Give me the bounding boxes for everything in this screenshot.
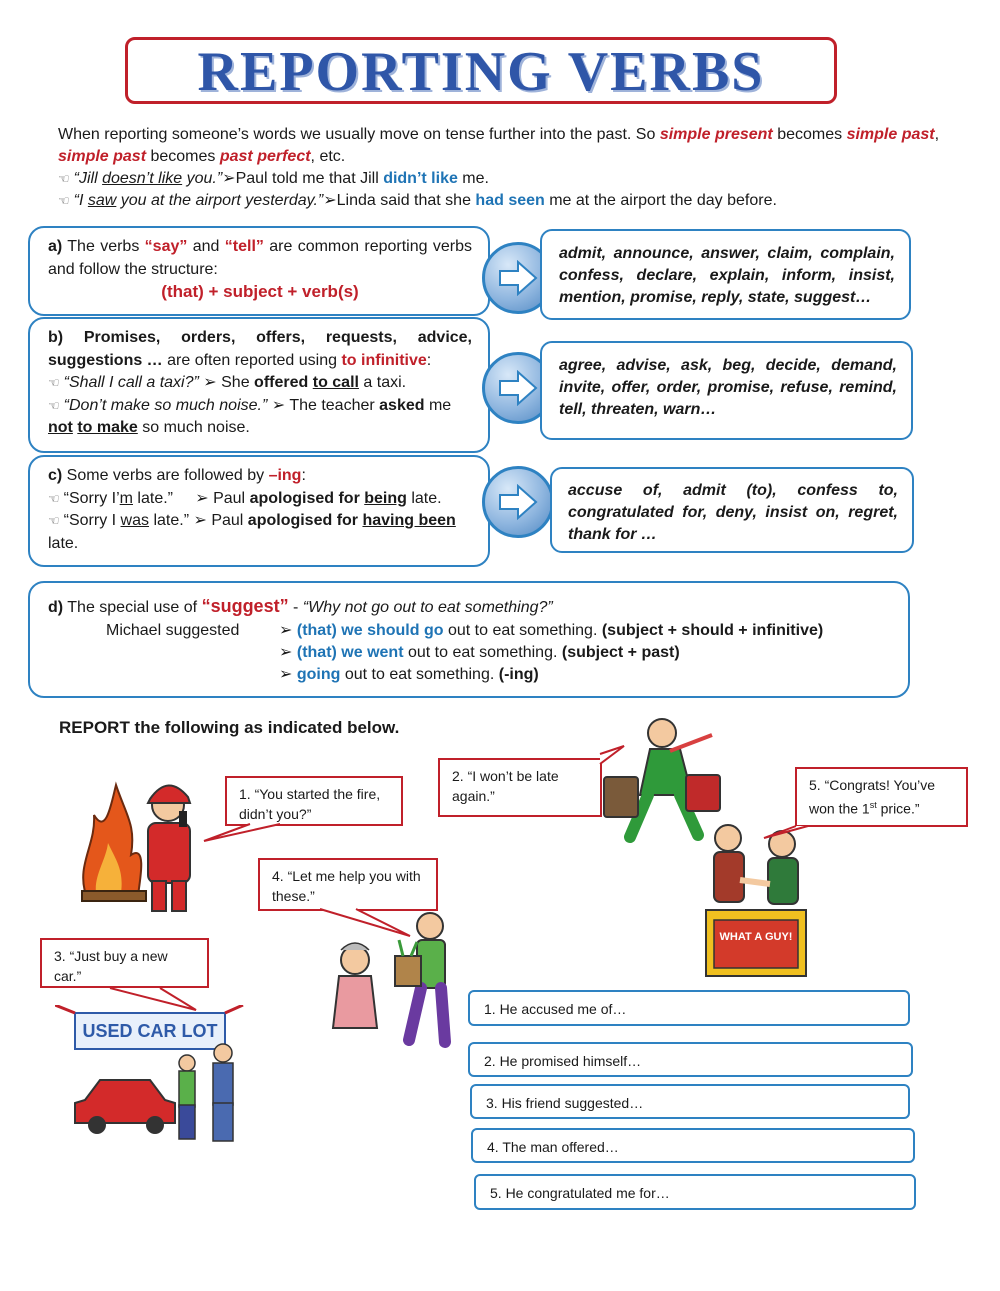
speech-bubble-2: 2. “I won’t be late again.” bbox=[438, 758, 602, 817]
congratulation-illustration bbox=[700, 820, 810, 980]
section-d-option-2: ➢ (that) we went out to eat something. (subject + past) bbox=[279, 643, 680, 661]
bubble-1-tail bbox=[200, 815, 290, 845]
section-c-intro: c) Some verbs are followed by –ing: bbox=[48, 467, 306, 484]
intro-paragraph: When reporting someone’s words we usually move on tense further into the past. So simple present becomes simple past, simple past becomes past perfect, etc. bbox=[58, 126, 940, 165]
arrow-bullet-icon: ➢ bbox=[195, 489, 209, 507]
section-b-intro: b) Promises, orders, offers, requests, advice, suggestions … are often reported using to infinitive: bbox=[48, 329, 472, 369]
speech-bubble-1: 1. “You started the fire, didn’t you?” bbox=[225, 776, 403, 826]
hand-pointing-icon: ☜ bbox=[48, 513, 60, 528]
arrow-bullet-icon: ➢ bbox=[279, 643, 297, 661]
arrow-bullet-icon: ➢ bbox=[279, 665, 297, 683]
section-d-box bbox=[28, 581, 910, 698]
section-a-verbs-box: admit, announce, answer, claim, complain, confess, declare, explain, inform, insist, mention, promise, reply, state, suggest… bbox=[540, 229, 911, 320]
section-c-example-2: ☜ “Sorry I was late.” ➢ Paul apologised for having been late. bbox=[48, 512, 456, 552]
arrow-bullet-icon: ➢ bbox=[271, 396, 286, 414]
hand-pointing-icon: ☜ bbox=[48, 490, 60, 506]
firefighter-illustration bbox=[76, 765, 206, 915]
hand-pointing-icon: ☜ bbox=[48, 375, 60, 390]
section-d-subject: Michael suggested bbox=[106, 621, 240, 639]
used-car-lot-sign: USED CAR LOT bbox=[82, 1021, 218, 1041]
answer-field-5[interactable]: 5. He congratulated me for… bbox=[474, 1174, 916, 1210]
arrow-bullet-icon: ➢ bbox=[279, 621, 297, 639]
section-d-options bbox=[48, 620, 892, 688]
section-a-box: a) The verbs “say” and “tell” are common reporting verbs and follow the structure: (that) + subject + verb(s) bbox=[28, 226, 490, 316]
answer-field-1[interactable]: 1. He accused me of… bbox=[468, 990, 910, 1026]
arrow-bullet-icon: ➢ bbox=[203, 374, 217, 391]
used-car-lot-illustration bbox=[55, 1005, 245, 1145]
arrow-bullet-icon: ➢ bbox=[323, 192, 337, 209]
structure-formula: (that) + subject + verb(s) bbox=[161, 282, 359, 301]
intro-example-1: ☜ “Jill doesn’t like you.”➢Paul told me that Jill didn’t like me. bbox=[58, 168, 948, 190]
arrow-right-icon bbox=[482, 466, 554, 538]
section-c-verbs-box: accuse of, admit (to), confess to, congratulated for, deny, insist on, regret, thank for … bbox=[550, 467, 914, 553]
section-c-box bbox=[28, 455, 490, 567]
section-d-intro: d) The special use of “suggest” - “Why not go out to eat something?” bbox=[48, 596, 553, 616]
hand-pointing-icon: ☜ bbox=[48, 397, 60, 413]
what-a-guy-sign: WHAT A GUY! bbox=[719, 931, 793, 943]
hand-pointing-icon: ☜ bbox=[58, 193, 70, 208]
speech-bubble-4: 4. “Let me help you with these.” bbox=[258, 858, 438, 911]
section-b-example-2: ☜ “Don’t make so much noise.” ➢ The teacher asked me not to make so much noise. bbox=[48, 396, 452, 436]
section-d-option-1: ➢ (that) we should go out to eat something. (subject + should + infinitive) bbox=[279, 621, 824, 639]
bubble-4-tail bbox=[300, 905, 420, 940]
speech-bubble-5: 5. “Congrats! You’ve won the 1st price.” bbox=[795, 767, 968, 827]
bubble-2-tail bbox=[596, 742, 628, 772]
title-frame bbox=[125, 37, 837, 104]
answer-field-4[interactable]: 4. The man offered… bbox=[471, 1128, 915, 1163]
section-b-verbs-box: agree, advise, ask, beg, decide, demand, invite, offer, order, promise, refuse, remind, tell, threaten, warn… bbox=[540, 341, 913, 440]
arrow-bullet-icon: ➢ bbox=[222, 170, 236, 187]
section-d-option-3: ➢ going out to eat something. (-ing) bbox=[279, 665, 539, 683]
page-title: REPORTING VERBS bbox=[197, 41, 765, 103]
answer-field-2[interactable]: 2. He promised himself… bbox=[468, 1042, 913, 1077]
bubble-3-tail bbox=[100, 984, 210, 1014]
bubble-5-tail bbox=[760, 812, 820, 842]
hand-pointing-icon: ☜ bbox=[58, 171, 70, 186]
speech-bubble-3: 3. “Just buy a new car.” bbox=[40, 938, 209, 988]
intro-example-2: ☜ “I saw you at the airport yesterday.”➢Linda said that she had seen me at the airport the day before. bbox=[58, 190, 948, 212]
exercise-heading: REPORT the following as indicated below. bbox=[59, 718, 400, 737]
section-c-example-1: ☜ “Sorry I’m late.” ➢ Paul apologised for being late. bbox=[48, 488, 472, 511]
section-b-box bbox=[28, 317, 490, 453]
section-b-example-1: ☜ “Shall I call a taxi?” ➢ She offered to call a taxi. bbox=[48, 372, 472, 395]
arrow-bullet-icon: ➢ bbox=[193, 512, 207, 529]
answer-field-3[interactable]: 3. His friend suggested… bbox=[470, 1084, 910, 1119]
